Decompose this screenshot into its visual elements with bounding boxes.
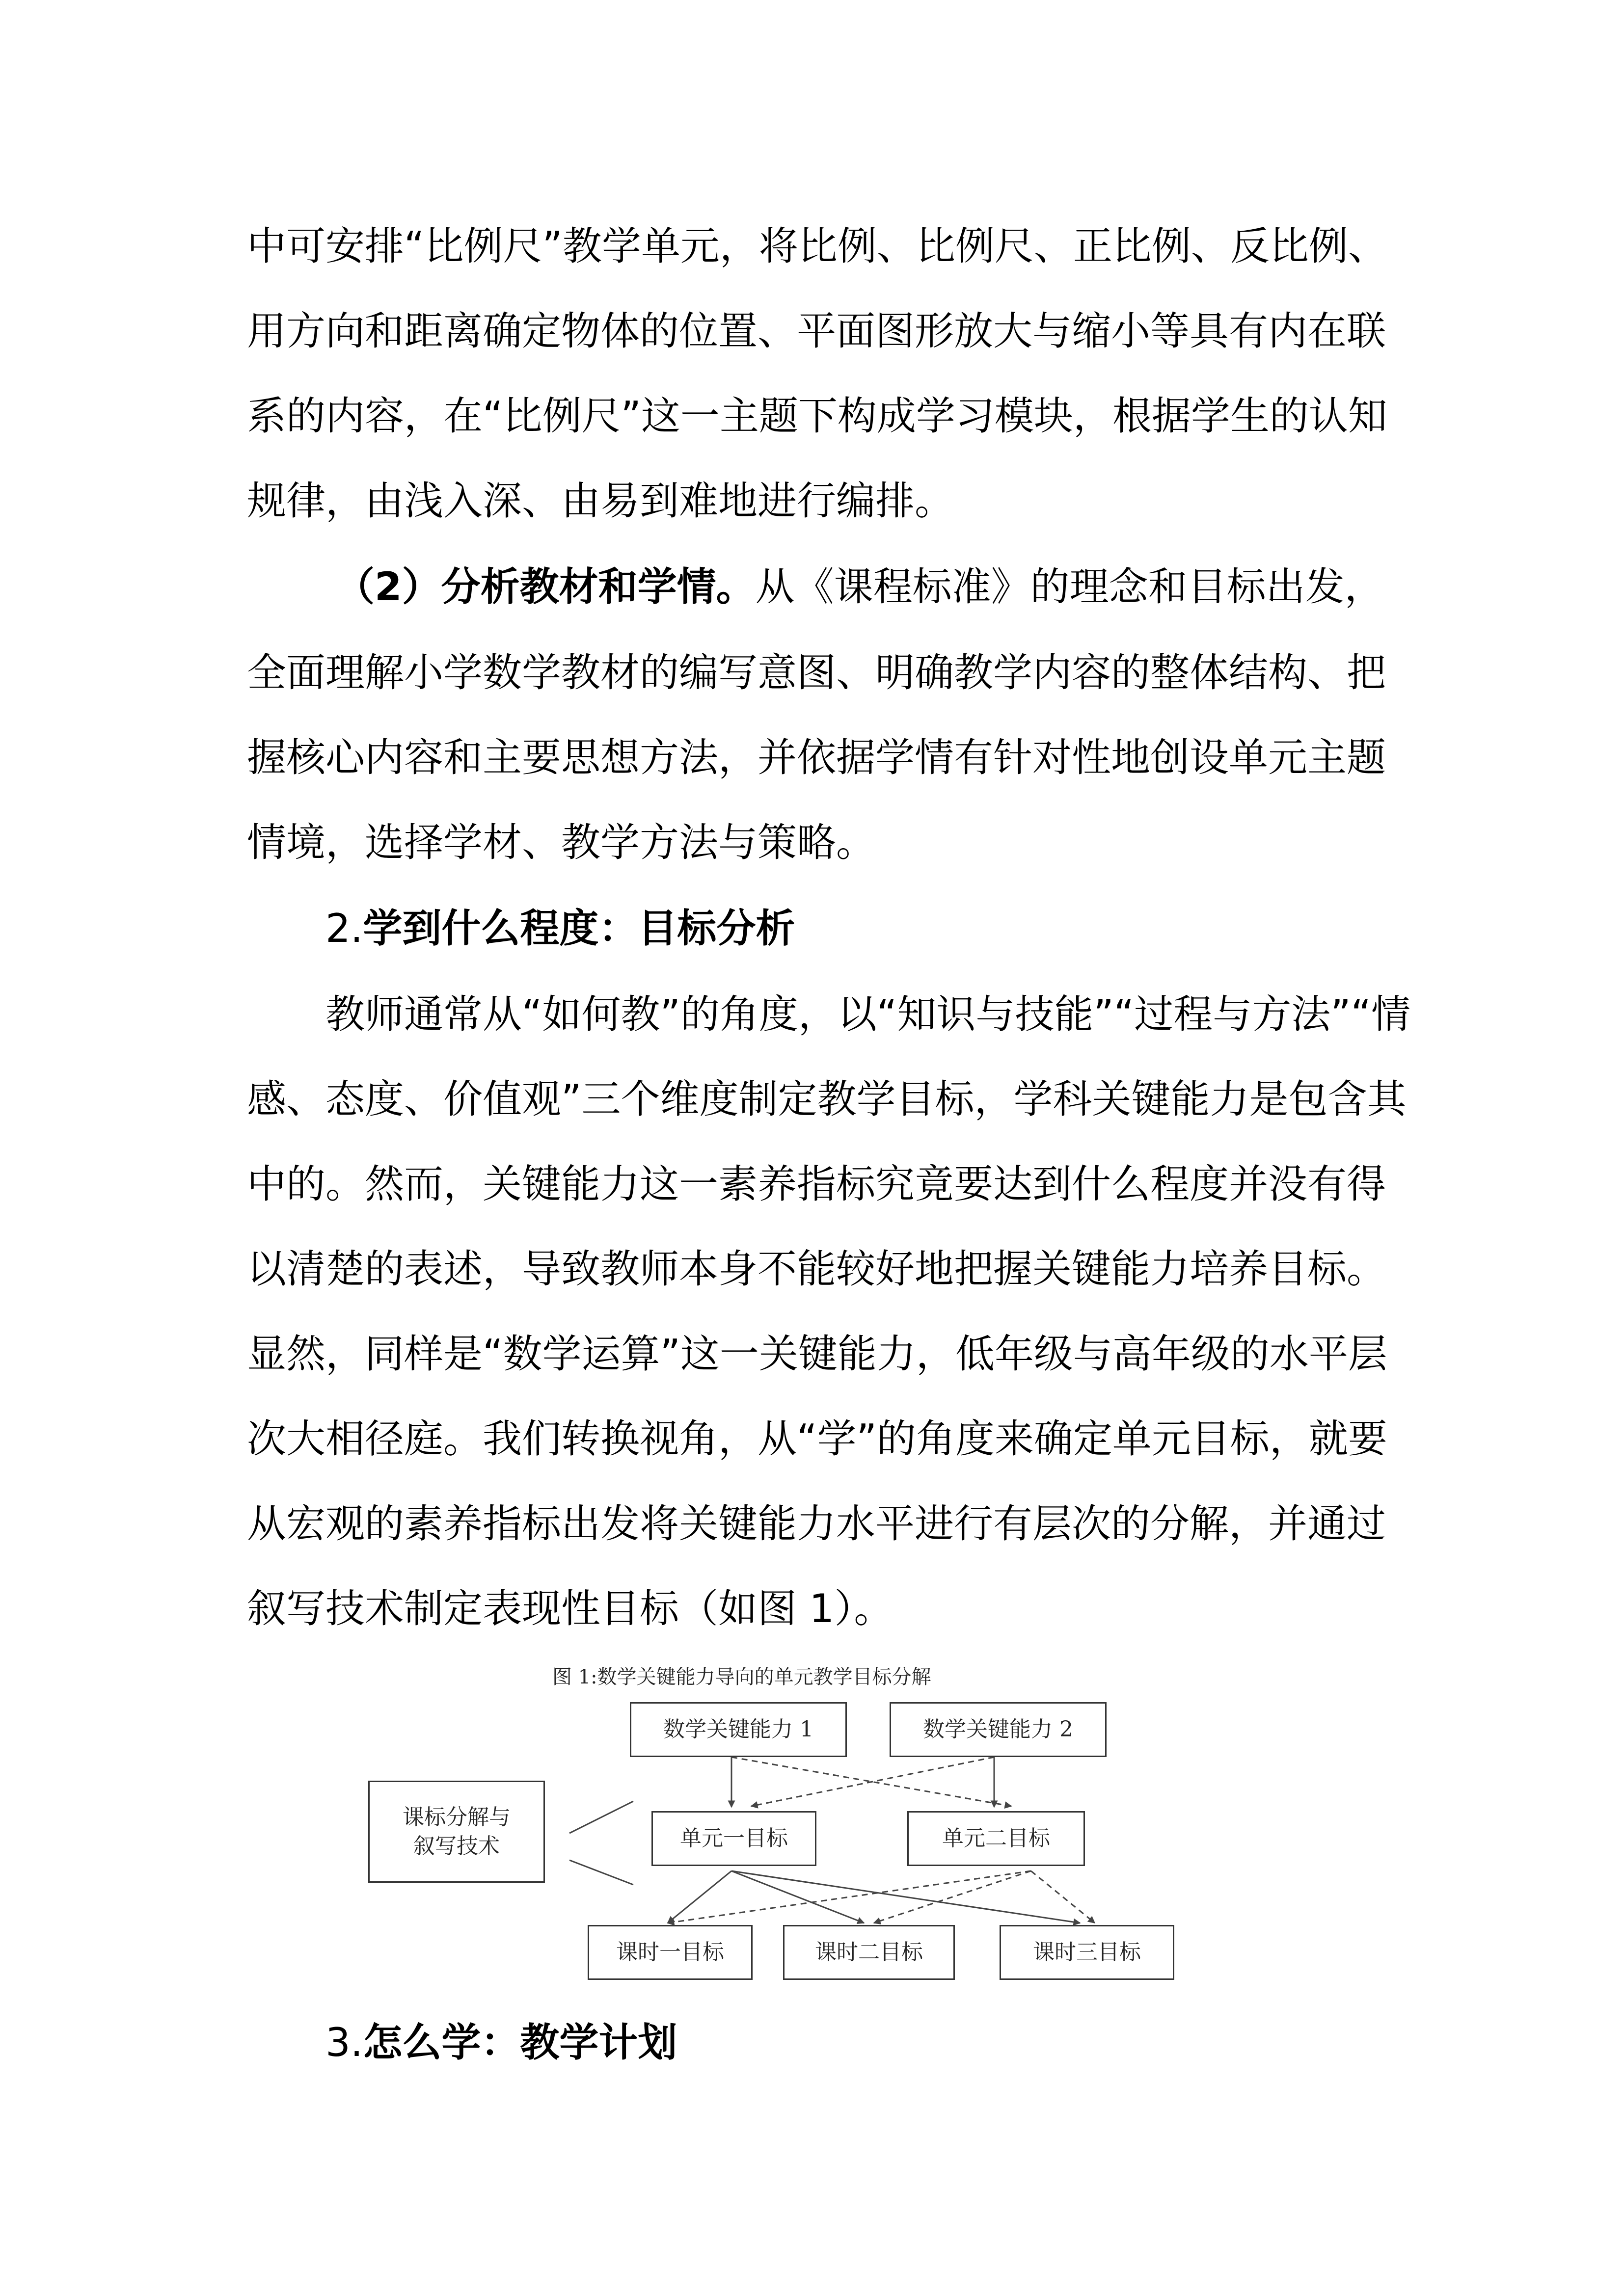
paragraph-2-line-3: 握核心内容和主要思想方法，并依据学情有针对性地创设单元主题 xyxy=(247,735,1386,780)
side-box-line-2: 叙写技术 xyxy=(413,1834,500,1859)
paragraph-2-first-line-rest: 从《课程标准》的理念和目标出发， xyxy=(755,564,1384,610)
dashed-arrow-unit2-lesson3 xyxy=(1031,1871,1095,1923)
paragraph-1-line-2: 用方向和距离确定物体的位置、平面图形放大与缩小等具有内在联 xyxy=(247,308,1386,354)
box-unit-1-goal: 单元一目标 xyxy=(651,1811,816,1866)
paragraph-3-line-7: 从宏观的素养指标出发将关键能力水平进行有层次的分解，并通过 xyxy=(247,1501,1386,1547)
box-unit-2-goal: 单元二目标 xyxy=(907,1811,1085,1866)
paragraph-3-line-5: 显然，同样是“数学运算”这一关键能力，低年级与高年级的水平层 xyxy=(247,1331,1387,1377)
dashed-arrow-unit2-lesson2 xyxy=(874,1871,1031,1923)
dashed-arrow-ability2-unit1 xyxy=(751,1757,994,1806)
paragraph-2-bold-lead: （2）分析教材和学情。 xyxy=(335,564,756,610)
section-heading-3-text: 怎么学：教学计划 xyxy=(363,2020,677,2065)
section-heading-3-number: 3. xyxy=(325,2020,363,2065)
section-heading-2-number: 2. xyxy=(325,906,363,951)
paragraph-1-line-4: 规律，由浅入深、由易到难地进行编排。 xyxy=(247,478,954,524)
box-key-ability-2: 数学关键能力 2 xyxy=(890,1702,1107,1757)
paragraph-3-line-3: 中的。然而，关键能力这一素养指标究竟要达到什么程度并没有得 xyxy=(247,1161,1386,1207)
paragraph-2-line-2: 全面理解小学数学教材的编写意图、明确教学内容的整体结构、把 xyxy=(247,650,1386,695)
paragraph-3-line-1: 教师通常从“如何教”的角度，以“知识与技能”“过程与方法”“情 xyxy=(325,991,1411,1037)
side-box-line-1: 课标分解与 xyxy=(403,1804,511,1830)
box-lesson-2-goal: 课时二目标 xyxy=(783,1925,955,1980)
paragraph-3-line-8: 叙写技术制定表现性目标（如图 1）。 xyxy=(247,1586,893,1631)
section-heading-3 xyxy=(325,2020,677,2065)
paragraph-2-line-4: 情境，选择学材、教学方法与策略。 xyxy=(247,820,875,865)
side-line-lower xyxy=(569,1860,633,1885)
side-box-standard-decomposition xyxy=(368,1781,545,1883)
paragraph-3-line-4: 以清楚的表述，导致教师本身不能较好地把握关键能力培养目标。 xyxy=(247,1246,1386,1292)
figure-caption: 图 1:数学关键能力导向的单元教学目标分解 xyxy=(552,1666,931,1688)
box-lesson-1-goal: 课时一目标 xyxy=(588,1925,753,1980)
box-key-ability-1: 数学关键能力 1 xyxy=(630,1702,847,1757)
paragraph-3-line-2: 感、态度、价值观”三个维度制定教学目标，学科关键能力是包含其 xyxy=(247,1076,1407,1122)
section-heading-2-text: 学到什么程度：目标分析 xyxy=(363,906,795,951)
paragraph-1-line-3: 系的内容，在“比例尺”这一主题下构成学习模块，根据学生的认知 xyxy=(247,393,1387,439)
box-lesson-3-goal: 课时三目标 xyxy=(1000,1925,1174,1980)
paragraph-3-line-6: 次大相径庭。我们转换视角，从“学”的角度来确定单元目标，就要 xyxy=(247,1416,1387,1462)
side-line-upper xyxy=(569,1801,633,1833)
arrow-unit1-lesson3 xyxy=(731,1871,1080,1923)
paragraph-1-line-1: 中可安排“比例尺”教学单元，将比例、比例尺、正比例、反比例、 xyxy=(247,223,1387,269)
